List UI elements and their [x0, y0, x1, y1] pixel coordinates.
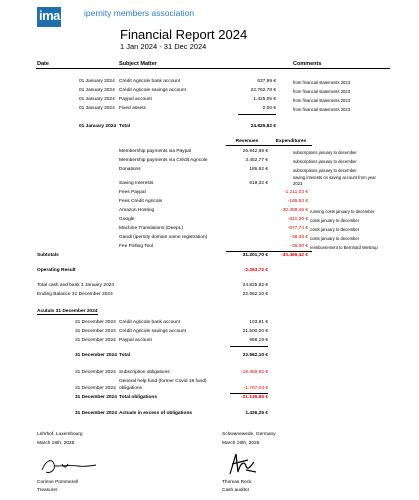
- obligation-subject: General help fund (former Covid 19 fund): [119, 379, 207, 384]
- expense-amount: -30.489,46 €: [281, 208, 308, 213]
- signer-left-role: Treasurer: [37, 488, 58, 493]
- opening-date: 01 January 2024: [79, 88, 115, 93]
- balance-label: Total cash and bank 1 January 2024: [37, 283, 115, 288]
- revenue-subject: Saving Interests: [119, 181, 154, 186]
- obligation-amount: -19.368,82 €: [241, 370, 268, 375]
- opening-total-amount: 24.825,82 €: [250, 124, 276, 129]
- revenue-subject: Membership payments via Crédit Agricole: [119, 158, 208, 163]
- signer-left-place: Lehrhof, Luxembourg: [37, 432, 83, 437]
- expense-amount: -821,30 €: [287, 217, 308, 222]
- report-title: Financial Report 2024: [120, 27, 248, 42]
- operating-result-amount: -2.263,72 €: [243, 268, 268, 273]
- expense-subject: Fee Polling Tool: [119, 244, 154, 249]
- revenue-amount: 619,32 €: [249, 181, 268, 186]
- balance-amount: 24.825,82 €: [242, 283, 268, 288]
- expense-subject: Fees Crédit Agricole: [119, 199, 163, 204]
- actual-date: 31 December 2024: [75, 338, 116, 343]
- actual-subject: Crédit Agricole bank account: [119, 320, 181, 325]
- expense-amount: -1.211,03 €: [284, 190, 308, 195]
- opening-date: 01 January 2024: [79, 97, 115, 102]
- actuals-total-label: Total: [119, 353, 131, 358]
- excess-amount: 1.426,25 €: [245, 411, 268, 416]
- opening-subject: Paypal account: [119, 97, 152, 102]
- revenue-subject: Donations: [119, 167, 141, 172]
- actual-amount: 958,19 €: [249, 338, 268, 343]
- expense-subject: Fees Paypal: [119, 190, 146, 195]
- obligations-total-label: Total obligations: [119, 395, 158, 400]
- obligation-date: 31 December 2024: [75, 386, 116, 391]
- actuals-total-date: 31 December 2024: [75, 353, 117, 358]
- obligation-subject: Subscription obligations: [119, 370, 170, 375]
- signer-right-date: March 19th, 2025: [222, 441, 260, 446]
- signature-right-image: [226, 450, 260, 478]
- col-subject-header: Subject Matter: [119, 61, 157, 67]
- balance-label: Ending Balance 31 December 2024: [37, 292, 113, 297]
- signer-left-date: March 19th, 2025: [37, 441, 75, 446]
- opening-amount: 637,99 €: [257, 79, 276, 84]
- header-rule: [36, 68, 390, 69]
- signer-left-name: Corinne Pommerell: [37, 480, 79, 485]
- col-revenues-header: Revenues: [235, 139, 259, 144]
- subtotal-rule: [226, 251, 312, 252]
- opening-amount: 1.425,05 €: [253, 97, 276, 102]
- subtotal-revenues: 31.201,70 €: [242, 253, 268, 258]
- revenue-amount: 26.942,69 €: [242, 149, 268, 154]
- ima-logo: [37, 7, 61, 27]
- actual-date: 31 December 2024: [75, 329, 116, 334]
- balance-amount: 22.562,10 €: [242, 292, 268, 297]
- subtotal-expenditures: -33.465,42 €: [281, 253, 308, 258]
- report-period: 1 Jan 2024 - 31 Dec 2024: [120, 42, 207, 51]
- actual-amount: 103,91 €: [249, 320, 268, 325]
- revexp-rule: [226, 145, 312, 146]
- signature-left-image: [40, 452, 100, 478]
- subtotals-label: Subtotals: [37, 253, 59, 258]
- expense-comment: costs january to december: [310, 236, 360, 241]
- expense-amount: -677,74 €: [287, 226, 308, 231]
- expense-comment: running costs january to december: [310, 209, 375, 214]
- signer-right-role: Cash auditor: [222, 488, 250, 493]
- revenue-comment: saving interests on saving account from year: [293, 175, 376, 180]
- col-comments-header: Comments: [293, 61, 322, 67]
- excess-date: 31 December 2024: [75, 411, 117, 416]
- opening-total-label: Total: [119, 124, 131, 129]
- col-expenditures-header: Expenditures: [275, 139, 307, 144]
- obligations-total-amount: -21.135,85 €: [241, 395, 268, 400]
- revenue-comment: subscriptions january to december: [293, 168, 357, 173]
- actual-subject: Paypal account: [119, 338, 152, 343]
- opening-subject: Crédit Agricole savings account: [119, 88, 186, 93]
- opening-date: 01 January 2024: [79, 79, 115, 84]
- opening-total-date: 01 January 2024: [79, 124, 117, 129]
- sum-rule: [230, 393, 268, 394]
- opening-comment: from financial statements 2023: [293, 89, 351, 94]
- opening-date: 01 January 2024: [79, 106, 115, 111]
- revenue-comment: subscriptions january to december: [293, 150, 357, 155]
- expense-subject: Machine Translations (DeepL): [119, 226, 183, 231]
- actual-amount: 21.500,00 €: [242, 329, 268, 334]
- obligation-amount: -1.767,03 €: [243, 386, 268, 391]
- expense-amount: -185,53 €: [287, 199, 308, 204]
- association-name: ipernity members association: [84, 8, 195, 18]
- expense-amount: -36,00 €: [290, 244, 308, 249]
- revenue-comment: subscriptions january to december: [293, 159, 357, 164]
- actual-date: 31 December 2024: [75, 320, 116, 325]
- signer-right-place: Schwanewede, Germany: [222, 432, 276, 437]
- revenue-amount: 186,92 €: [249, 167, 268, 172]
- operating-result-label: Operating Result: [37, 268, 76, 273]
- expense-subject: Amazon Hosting: [119, 208, 155, 213]
- opening-subject: Fixed assets: [119, 106, 146, 111]
- col-date-header: Date: [37, 61, 49, 67]
- opening-comment: from financial statements 2023: [293, 80, 351, 85]
- opening-comment: from financial statements 2023: [293, 107, 351, 112]
- opening-amount: 0,00 €: [262, 106, 276, 111]
- signer-right-name: Thomas Reck: [222, 480, 252, 485]
- revenue-subject: Membership payments via Paypal: [119, 149, 191, 154]
- revenue-amount: 3.452,77 €: [245, 158, 268, 163]
- expense-amount: -38,38 €: [290, 235, 308, 240]
- sum-rule: [230, 346, 268, 347]
- sum-rule: [238, 114, 276, 115]
- actual-subject: Crédit Agricole savings account: [119, 329, 186, 334]
- expense-subject: Gandi (ipernity domain name registration): [119, 235, 208, 240]
- expense-comment: costs january to december: [310, 227, 360, 232]
- obligations-total-date: 31 December 2024: [75, 395, 117, 400]
- actuals-title: Acutals 31 December 2024: [37, 309, 98, 314]
- expense-subject: Google: [119, 217, 135, 222]
- obligation-subject: obligations: [119, 386, 142, 391]
- expense-comment: costs january to december: [310, 218, 360, 223]
- logo-text: ima: [39, 8, 60, 23]
- excess-label: Actuals in excess of obligations: [119, 411, 193, 416]
- opening-amount: 22.762,78 €: [250, 88, 276, 93]
- revenue-comment: 2023: [293, 181, 303, 186]
- actuals-total-amount: 22.562,10 €: [242, 353, 268, 358]
- obligation-date: 31 December 2024: [75, 370, 116, 375]
- opening-comment: from financial statements 2023: [293, 98, 351, 103]
- expense-comment: reimbursement to Bernhard Westrup: [310, 245, 378, 250]
- opening-subject: Crédit Agricole bank account: [119, 79, 181, 84]
